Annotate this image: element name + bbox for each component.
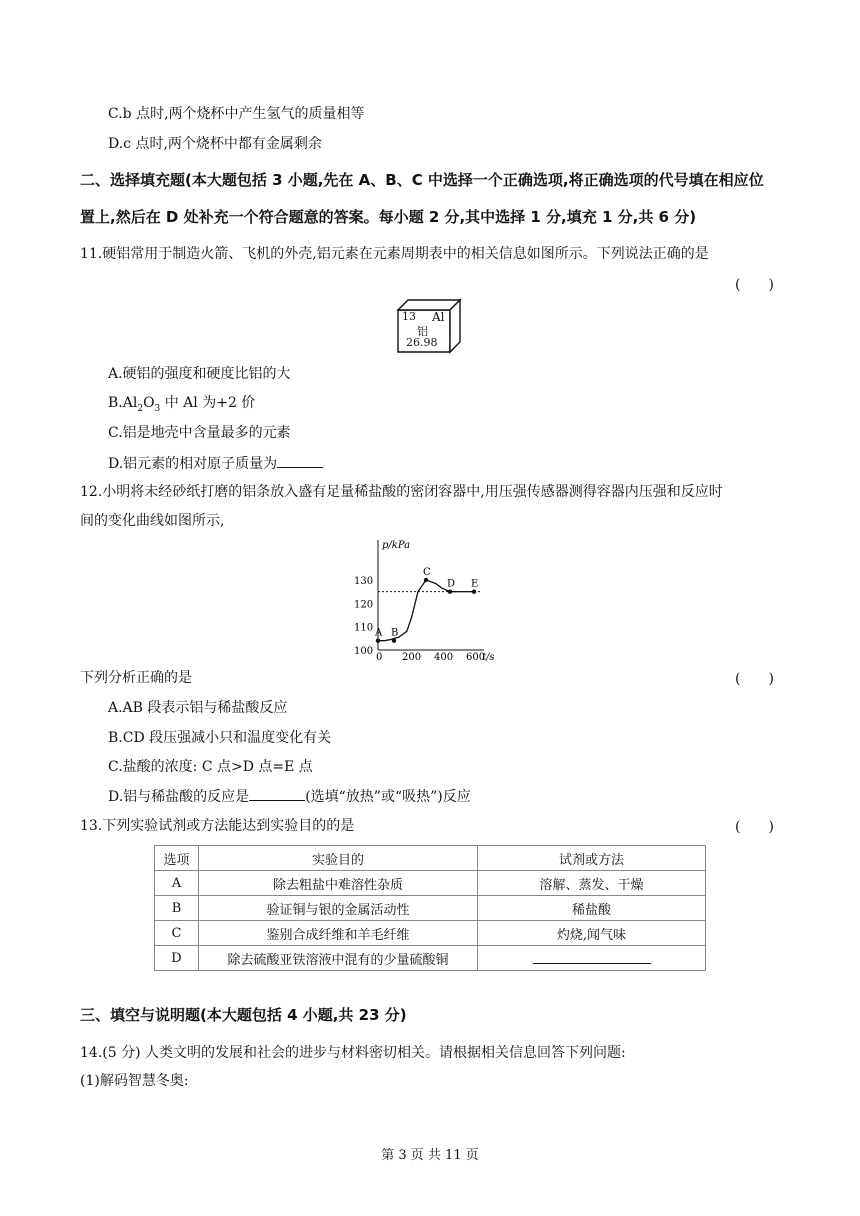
q12-option-b: B.CD 段压强减小只和温度变化有关 <box>108 730 332 746</box>
q11-option-a: A.硬铝的强度和硬度比铝的大 <box>108 366 291 382</box>
q14-stem: 14.(5 分) 人类文明的发展和社会的进步与材料密切相关。请根据相关信息回答下列问题: <box>80 1045 626 1061</box>
table-cell: C <box>155 921 199 946</box>
data-point <box>392 638 396 642</box>
table-cell: 溶解、蒸发、干燥 <box>478 871 706 896</box>
data-point <box>376 638 380 642</box>
data-point <box>424 578 428 582</box>
table-row <box>155 896 706 921</box>
y-tick-label: 130 <box>354 576 374 587</box>
q11-option-b: $B.Al_2O_3$ 中 Al 为+2 价 <box>108 395 256 414</box>
y-tick-label: 100 <box>354 646 374 657</box>
y-axis-label: p/kPa <box>382 540 411 551</box>
table-cell: 除去粗盐中难溶性杂质 <box>199 871 478 896</box>
element-name: 铝 <box>417 325 428 338</box>
section2-heading-line2: 置上,然后在 D 处补充一个符合题意的答案。每小题 2 分,其中选择 1 分,填充 1 分,共 6 分) <box>80 208 697 226</box>
table-row <box>155 871 706 896</box>
q10-option-d: D.c 点时,两个烧杯中都有金属剩余 <box>108 136 322 152</box>
table-cell: 除去硫酸亚铁溶液中混有的少量硫酸铜 <box>199 946 478 971</box>
table-cell: 灼烧,闻气味 <box>478 921 706 946</box>
answer-blank[interactable] <box>533 949 651 964</box>
table-header-cell: 试剂或方法 <box>478 846 706 871</box>
x-tick-label: 0 <box>376 652 383 663</box>
element-atomic-mass: 26.98 <box>406 336 438 349</box>
q12-stem-line2: 间的变化曲线如图所示, <box>80 513 225 529</box>
element-atomic-number: 13 <box>402 310 416 323</box>
q10-option-c: C.b 点时,两个烧杯中产生氢气的质量相等 <box>108 106 365 122</box>
q12-option-a: A.AB 段表示铝与稀盐酸反应 <box>108 700 288 716</box>
table-cell: B <box>155 896 199 921</box>
q12-stem-line1: 12.小明将未经砂纸打磨的铝条放入盛有足量稀盐酸的密闭容器中,用压强传感器测得容器内压强和反应时 <box>80 484 723 500</box>
q14-sub1: (1)解码智慧冬奥: <box>80 1073 189 1089</box>
x-tick-label: 200 <box>402 652 422 663</box>
section2-heading-line1: 二、选择填充题(本大题包括 3 小题,先在 A、B、C 中选择一个正确选项,将正确选项的代号填在相应位 <box>80 171 764 189</box>
q12-answer-paren: ( ) <box>735 671 774 687</box>
q13-stem: 13.下列实验试剂或方法能达到实验目的的是 <box>80 818 355 834</box>
q13-answer-paren: ( ) <box>735 819 774 835</box>
x-axis-label: t/s <box>482 652 495 663</box>
y-tick-label: 110 <box>354 622 374 634</box>
q11-stem: 11.硬铝常用于制造火箭、飞机的外壳,铝元素在元素周期表中的相关信息如图所示。下列说法正确的是 <box>80 246 709 262</box>
table-row <box>155 921 706 946</box>
pressure-curve <box>378 580 458 641</box>
data-point <box>472 589 476 593</box>
table-cell: 稀盐酸 <box>478 896 706 921</box>
q11-option-d: D.铝元素的相对原子质量为 <box>108 453 323 474</box>
element-cell-figure <box>396 298 462 354</box>
answer-blank[interactable] <box>277 453 323 468</box>
pressure-time-chart <box>350 530 510 670</box>
y-tick-label: 120 <box>354 599 374 611</box>
page-footer: 第 3 页 共 11 页 <box>381 1148 479 1163</box>
x-tick-label: 400 <box>434 652 454 663</box>
table-header-cell: 实验目的 <box>199 846 478 871</box>
table-header-cell: 选项 <box>155 846 199 871</box>
q12-option-c: C.盐酸的浓度: C 点>D 点=E 点 <box>108 759 313 775</box>
table-row <box>155 946 706 971</box>
q11-option-c: C.铝是地壳中含量最多的元素 <box>108 425 291 441</box>
x-tick-label: 600 <box>466 652 486 663</box>
section3-heading: 三、填空与说明题(本大题包括 4 小题,共 23 分) <box>80 1006 407 1024</box>
q12-option-d: D.铝与稀盐酸的反应是 (选填“放热”或“吸热”)反应 <box>108 786 471 807</box>
q12-prompt: 下列分析正确的是 <box>80 670 192 686</box>
element-symbol: Al <box>432 310 445 324</box>
data-point-label: C <box>423 567 431 578</box>
data-point-label: D <box>447 578 456 590</box>
table-cell: D <box>155 946 199 971</box>
table-header-row <box>155 846 706 871</box>
answer-blank[interactable] <box>249 786 305 801</box>
experiment-table <box>154 845 706 971</box>
data-point-label: E <box>471 578 479 590</box>
table-cell: 鉴别合成纤维和羊毛纤维 <box>199 921 478 946</box>
table-cell: A <box>155 871 199 896</box>
data-point-label: A <box>375 627 383 639</box>
table-cell: 验证铜与银的金属活动性 <box>199 896 478 921</box>
data-point-label: B <box>391 627 399 639</box>
q11-answer-paren: ( ) <box>735 277 774 293</box>
table-cell <box>478 946 706 971</box>
data-point <box>448 589 452 593</box>
